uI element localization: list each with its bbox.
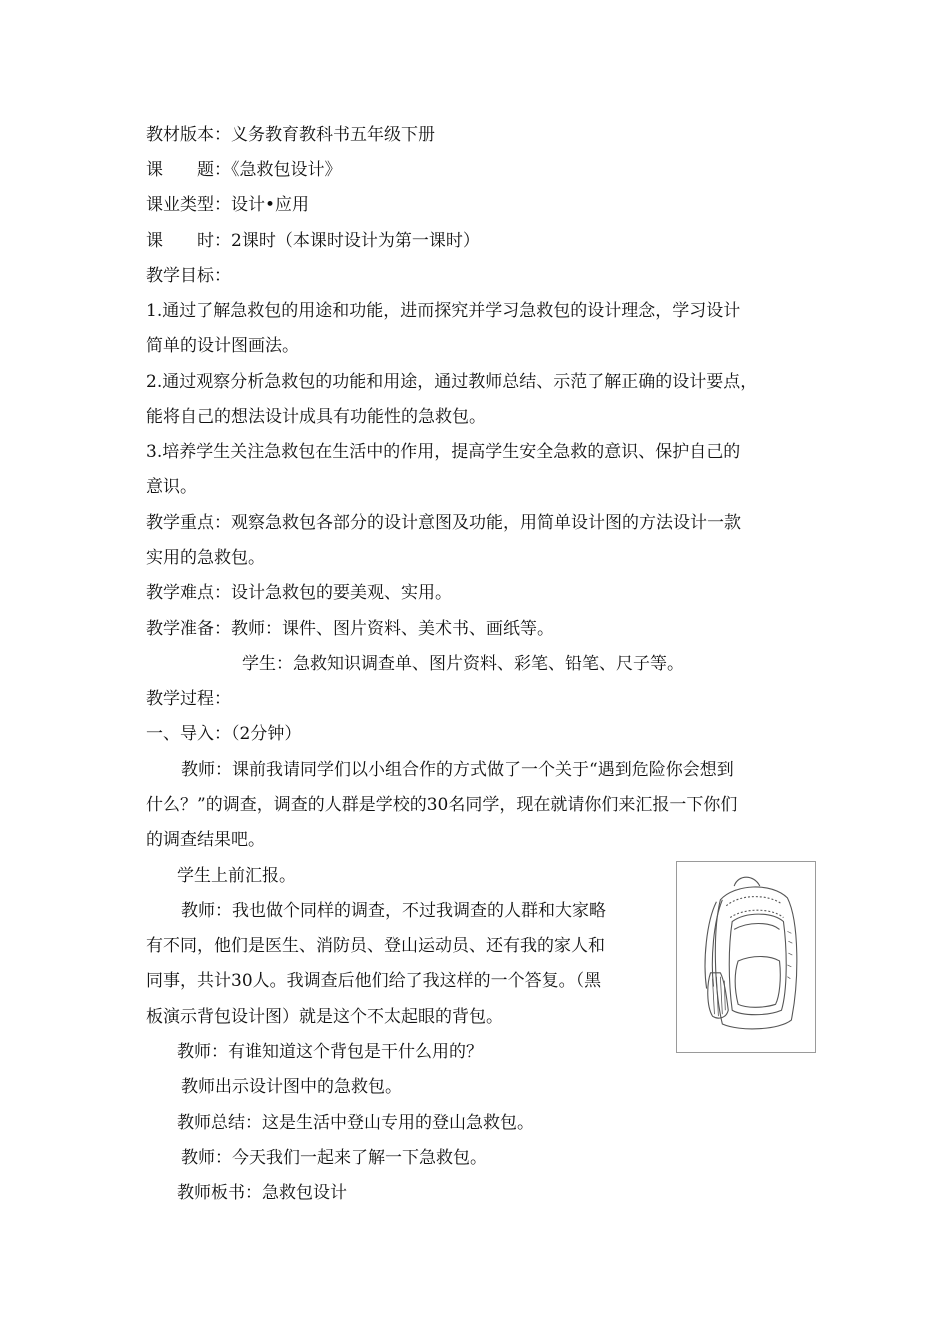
para-3-line-1: 教师：我也做个同样的调查，不过我调查的人群和大家略 <box>181 901 606 921</box>
course-type: 课业类型：设计•应用 <box>146 195 310 215</box>
para-1-line-2: 什么？”的调查，调查的人群是学校的30名同学，现在就请你们来汇报一下你们 <box>146 795 738 815</box>
backpack-sketch-image <box>676 861 816 1053</box>
para-8: 教师板书：急救包设计 <box>177 1183 347 1203</box>
backpack-icon <box>677 862 815 1052</box>
prep-teacher: 教学准备：教师：课件、图片资料、美术书、画纸等。 <box>146 619 554 639</box>
para-7: 教师：今天我们一起来了解一下急救包。 <box>181 1148 487 1168</box>
section-1-heading: 一、导入：（2分钟） <box>146 724 302 744</box>
para-6: 教师总结：这是生活中登山专用的登山急救包。 <box>177 1113 534 1133</box>
difficulty: 教学难点：设计急救包的要美观、实用。 <box>146 583 452 603</box>
para-5: 教师出示设计图中的急救包。 <box>181 1077 402 1097</box>
process-heading: 教学过程： <box>146 689 231 709</box>
para-2: 学生上前汇报。 <box>177 866 296 886</box>
goal-3-line-2: 意识。 <box>146 477 197 497</box>
lesson-topic: 课 题：《急救包设计》 <box>146 160 342 180</box>
para-3-line-2: 有不同，他们是医生、消防员、登山运动员、还有我的家人和 <box>146 936 605 956</box>
goal-1-line-2: 简单的设计图画法。 <box>146 336 299 356</box>
textbook-edition: 教材版本：义务教育教科书五年级下册 <box>146 125 435 145</box>
goal-2-line-1: 2.通过观察分析急救包的功能和用途，通过教师总结、示范了解正确的设计要点， <box>146 372 758 392</box>
para-3-line-4: 板演示背包设计图）就是这个不太起眼的背包。 <box>146 1007 503 1027</box>
goal-1-line-1: 1.通过了解急救包的用途和功能，进而探究并学习急救包的设计理念，学习设计 <box>146 301 741 321</box>
goal-2-line-2: 能将自己的想法设计成具有功能性的急救包。 <box>146 407 486 427</box>
class-hours: 课 时：2课时（本课时设计为第一课时） <box>146 231 480 251</box>
para-4: 教师：有谁知道这个背包是干什么用的？ <box>177 1042 483 1062</box>
para-3-line-3: 同事，共计30人。我调查后他们给了我这样的一个答复。（黑 <box>146 971 602 991</box>
prep-student: 学生：急救知识调查单、图片资料、彩笔、铅笔、尺子等。 <box>242 654 684 674</box>
key-point-line-2: 实用的急救包。 <box>146 548 265 568</box>
goals-heading: 教学目标： <box>146 266 231 286</box>
para-1-line-3: 的调查结果吧。 <box>146 830 265 850</box>
para-1-line-1: 教师：课前我请同学们以小组合作的方式做了一个关于“遇到危险你会想到 <box>181 760 734 780</box>
goal-3-line-1: 3.培养学生关注急救包在生活中的作用，提高学生安全急救的意识、保护自己的 <box>146 442 741 462</box>
key-point-line-1: 教学重点：观察急救包各部分的设计意图及功能，用简单设计图的方法设计一款 <box>146 513 741 533</box>
